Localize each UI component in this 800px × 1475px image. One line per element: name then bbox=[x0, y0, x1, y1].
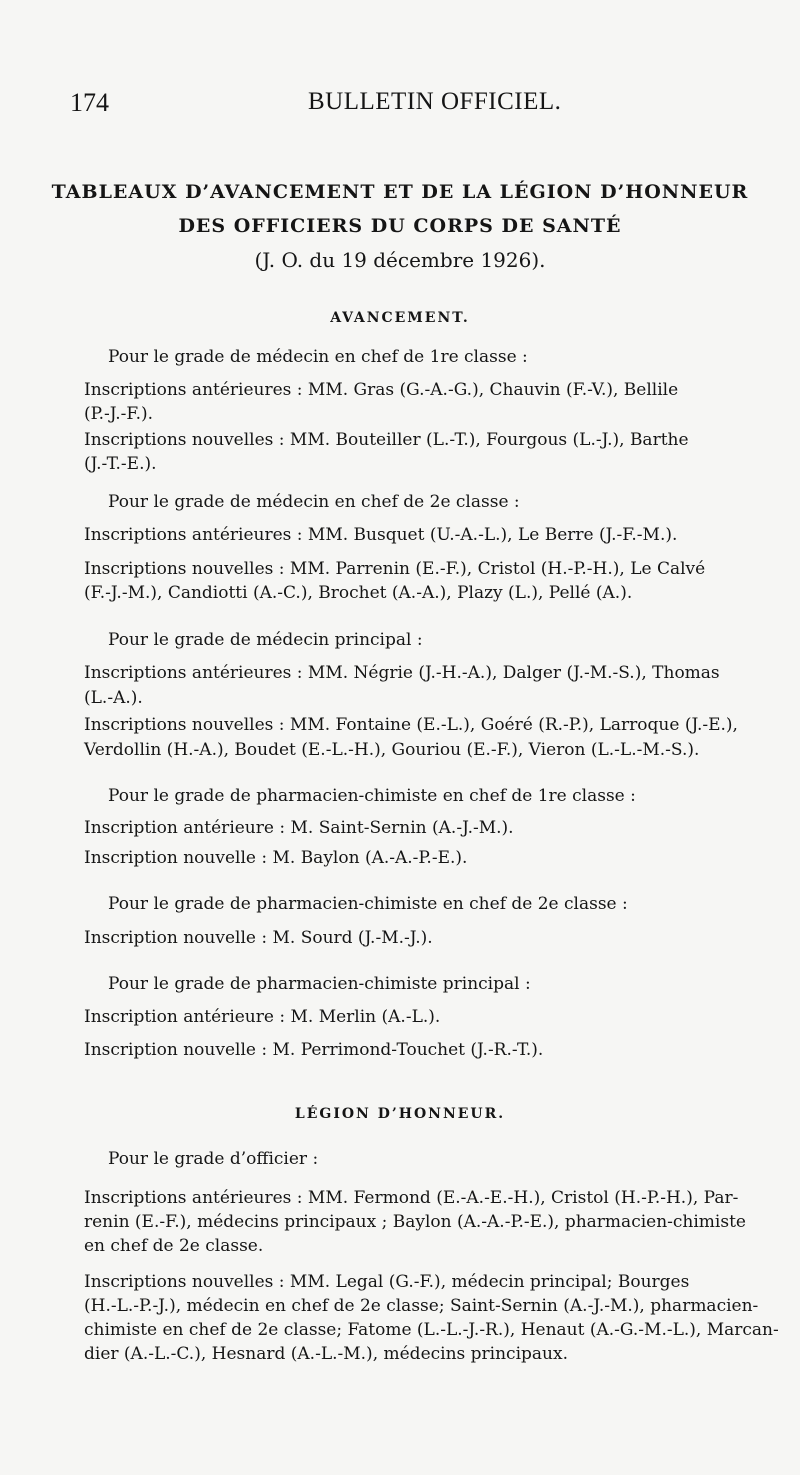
text-line: Inscription nouvelle : M. Sourd (J.-M.-J.). bbox=[84, 928, 433, 948]
text-line: Pour le grade de médecin principal : bbox=[108, 630, 423, 650]
text-line: (H.-L.-P.-J.), médecin en chef de 2e classe; Saint-Sernin (A.-J.-M.), pharmacien- bbox=[84, 1296, 759, 1316]
text-line: (J.-T.-E.). bbox=[84, 454, 157, 474]
title-line-3: (J. O. du 19 décembre 1926). bbox=[254, 248, 546, 272]
section-heading-legion: LÉGION D’HONNEUR. bbox=[294, 1106, 506, 1122]
text-line: (L.-A.). bbox=[84, 688, 143, 708]
document-title bbox=[0, 175, 800, 277]
text-line: chimiste en chef de 2e classe; Fatome (L.-L.-J.-R.), Henaut (A.-G.-M.-L.), Marcan- bbox=[84, 1320, 779, 1340]
text-line: (F.-J.-M.), Candiotti (A.-C.), Brochet (A.-A.), Plazy (L.), Pellé (A.). bbox=[84, 583, 633, 603]
text-line: Pour le grade de pharmacien-chimiste en chef de 2e classe : bbox=[108, 894, 628, 914]
text-line: en chef de 2e classe. bbox=[84, 1236, 264, 1256]
text-line: Inscriptions nouvelles : MM. Legal (G.-F.), médecin principal; Bourges bbox=[84, 1272, 690, 1292]
text-line: (P.-J.-F.). bbox=[84, 404, 154, 424]
page-header bbox=[0, 88, 800, 124]
page-number: 174 bbox=[70, 88, 109, 117]
text-line: Inscriptions antérieures : MM. Busquet (U.-A.-L.), Le Berre (J.-F.-M.). bbox=[84, 525, 678, 545]
running-head: BULLETIN OFFICIEL. bbox=[308, 88, 562, 115]
text-line: Inscription antérieure : M. Merlin (A.-L.). bbox=[84, 1007, 441, 1027]
text-line: Pour le grade de pharmacien-chimiste principal : bbox=[108, 974, 531, 994]
text-line: Inscription nouvelle : M. Perrimond-Touchet (J.-R.-T.). bbox=[84, 1040, 544, 1060]
text-line: Inscriptions antérieures : MM. Fermond (E.-A.-E.-H.), Cristol (H.-P.-H.), Par- bbox=[84, 1188, 739, 1208]
text-line: Verdollin (H.-A.), Boudet (E.-L.-H.), Gouriou (E.-F.), Vieron (L.-L.-M.-S.). bbox=[84, 740, 700, 760]
title-line-2: DES OFFICIERS DU CORPS DE SANTÉ bbox=[178, 215, 622, 237]
text-line: Pour le grade d’officier : bbox=[108, 1149, 319, 1169]
text-line: Inscriptions antérieures : MM. Gras (G.-A.-G.), Chauvin (F.-V.), Bellile bbox=[84, 380, 679, 400]
title-line-1: TABLEAUX D’AVANCEMENT ET DE LA LÉGION D’HONNEUR bbox=[51, 181, 749, 203]
text-line: Pour le grade de pharmacien-chimiste en chef de 1re classe : bbox=[108, 786, 636, 806]
text-line: Inscriptions nouvelles : MM. Fontaine (E.-L.), Goéré (R.-P.), Larroque (J.-E.), bbox=[84, 715, 738, 735]
text-line: Inscription antérieure : M. Saint-Sernin (A.-J.-M.). bbox=[84, 818, 514, 838]
section-heading-avancement: AVANCEMENT. bbox=[330, 310, 470, 326]
text-line: Inscriptions antérieures : MM. Négrie (J.-H.-A.), Dalger (J.-M.-S.), Thomas bbox=[84, 663, 720, 683]
text-line: Inscriptions nouvelles : MM. Bouteiller (L.-T.), Fourgous (L.-J.), Barthe bbox=[84, 430, 689, 450]
text-line: dier (A.-L.-C.), Hesnard (A.-L.-M.), médecins principaux. bbox=[84, 1344, 568, 1364]
text-line: renin (E.-F.), médecins principaux ; Baylon (A.-A.-P.-E.), pharmacien-chimiste bbox=[84, 1212, 746, 1232]
text-line: Pour le grade de médecin en chef de 2e classe : bbox=[108, 492, 520, 512]
text-line: Pour le grade de médecin en chef de 1re classe : bbox=[108, 347, 528, 367]
text-line: Inscriptions nouvelles : MM. Parrenin (E.-F.), Cristol (H.-P.-H.), Le Calvé bbox=[84, 559, 706, 579]
text-line: Inscription nouvelle : M. Baylon (A.-A.-P.-E.). bbox=[84, 848, 468, 868]
